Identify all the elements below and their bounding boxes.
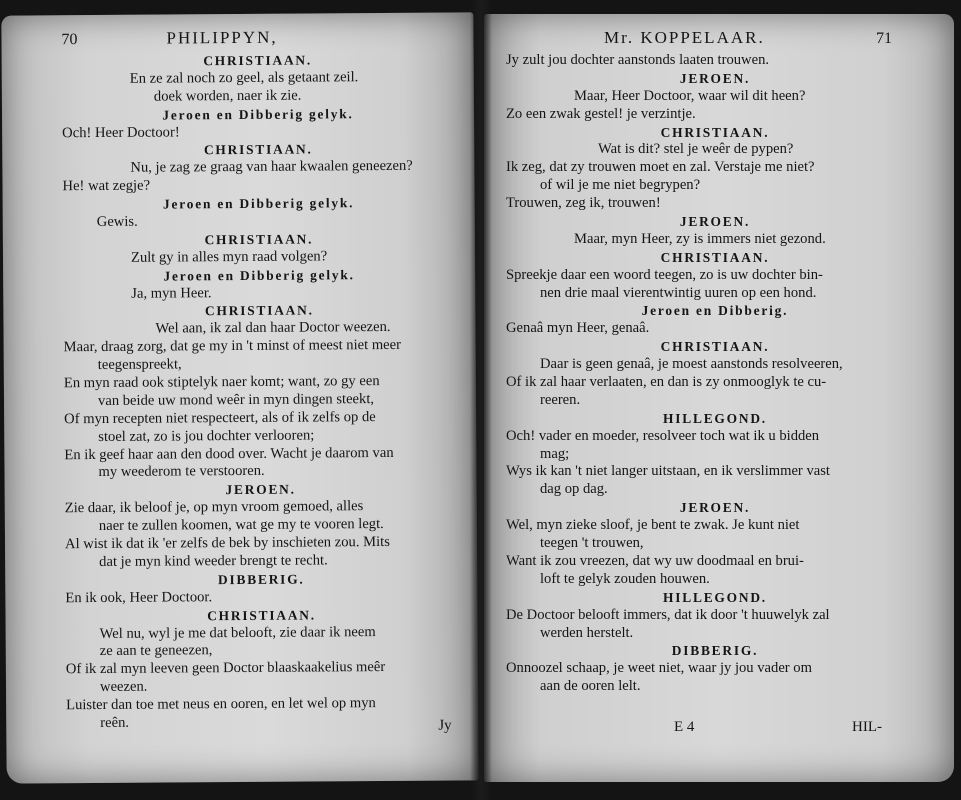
text-line: Of ik zal myn leeven geen Doctor blaaskaakelius meêr bbox=[65, 659, 386, 678]
text-line: Zo een zwak gestel! je verzintje. bbox=[506, 105, 696, 122]
text-line: my weederom te verstooren. bbox=[98, 463, 265, 481]
speaker-name: DIBBERIG. bbox=[217, 571, 305, 587]
text-line: nen drie maal vierentwintig uuren op een hond. bbox=[540, 284, 817, 301]
text-line: Daar is geen genaâ, je moest aanstonds resolveeren, bbox=[540, 356, 843, 373]
text-line: Al wist ik dat ik 'er zelfs de bek by inschieten zou. Mits bbox=[64, 534, 390, 553]
text-line: Wel nu, wyl je me dat belooft, zie daar ik neem bbox=[99, 623, 376, 642]
text-line: Maar, myn Heer, zy is immers niet gezond. bbox=[574, 230, 826, 247]
speaker-name: CHRISTIAAN. bbox=[204, 302, 314, 319]
speaker-name: CHRISTIAAN. bbox=[207, 607, 316, 623]
text-line: teegen 't trouwen, bbox=[540, 535, 644, 552]
text-line: Wys ik kan 't niet langer uitstaan, en ik verslimmer vast bbox=[506, 463, 830, 480]
text-line: doek worden, naer ik zie. bbox=[153, 87, 302, 105]
speaker-name: Jeroen en Dibberig gelyk. bbox=[163, 266, 355, 284]
text-line: dat je myn kind weeder brengt te recht. bbox=[99, 552, 328, 570]
speaker-name: CHRISTIAAN. bbox=[660, 249, 770, 265]
text-line: weezen. bbox=[99, 678, 148, 696]
text-line: Gewis. bbox=[96, 213, 138, 231]
speaker-name: JEROEN. bbox=[225, 481, 296, 498]
text-line: Zult gy in alles myn raad volgen? bbox=[130, 248, 328, 266]
speaker-name: CHRISTIAAN. bbox=[203, 141, 313, 158]
speaker-name: CHRISTIAAN. bbox=[660, 124, 770, 140]
text-line: stoel zat, zo is jou dochter verlooren; bbox=[98, 427, 315, 445]
speaker-name: Jeroen en Dibberig gelyk. bbox=[162, 195, 355, 212]
page-number-right: 71 bbox=[876, 30, 892, 47]
text-line: Zie daar, ik beloof je, op myn vroom gemoed, alles bbox=[64, 498, 364, 517]
text-line: loft te gelyk zouden houwen. bbox=[540, 570, 710, 587]
text-line: Of ik zal haar verlaaten, en dan is zy onmooglyk te cu- bbox=[506, 374, 827, 391]
catchword-right: HIL- bbox=[852, 719, 882, 735]
speaker-name: HILLEGOND. bbox=[663, 589, 767, 605]
text-line: Wel, myn zieke sloof, je bent te zwak. Je kunt niet bbox=[506, 517, 800, 534]
text-line: En ze zal noch zo geel, als getaant zeil. bbox=[129, 69, 359, 87]
text-line: Maar, Heer Doctoor, waar wil dit heen? bbox=[574, 87, 806, 104]
text-line: En ik ook, Heer Doctoor. bbox=[65, 588, 213, 606]
running-head-right: Mr. KOPPELAAR. bbox=[604, 28, 765, 47]
speaker-name: JEROEN. bbox=[679, 70, 751, 86]
text-line: En ik geef haar aan den dood over. Wacht je daarom van bbox=[64, 444, 394, 463]
speaker-name: Jeroen en Dibberig. bbox=[641, 303, 789, 319]
text-line: Luister dan toe met neus en ooren, en let wel op myn bbox=[66, 695, 376, 714]
speaker-name: Jeroen en Dibberig gelyk. bbox=[162, 105, 354, 123]
text-line: werden herstelt. bbox=[540, 624, 634, 641]
text-line: Genaâ myn Heer, genaâ. bbox=[506, 320, 650, 337]
text-line: naer te zullen koomen, wat ge my te vooren legt. bbox=[98, 516, 384, 535]
text-line: Trouwen, zeg ik, trouwen! bbox=[506, 195, 661, 212]
text-line: Ik zeg, dat zy trouwen moet en zal. Verstaje me niet? bbox=[506, 159, 815, 176]
text-line: Wat is dit? stel je weêr de pypen? bbox=[598, 141, 794, 158]
text-line: Jy zult jou dochter aanstonds laaten trouwen. bbox=[506, 52, 770, 68]
speaker-name: CHRISTIAAN. bbox=[660, 339, 770, 355]
book-spine bbox=[470, 0, 492, 800]
text-line: He! wat zegje? bbox=[62, 177, 151, 195]
text-line: mag; bbox=[540, 445, 570, 462]
text-line: Maar, draag zorg, dat ge my in 't minst of meest niet meer bbox=[63, 337, 402, 356]
left-page bbox=[1, 12, 478, 783]
text-line: Want ik zou vreezen, dat wy uw doodmaal en brui- bbox=[506, 552, 804, 569]
text-line: Onnoozel schaap, je weet niet, waar jy jou vader om bbox=[506, 660, 812, 677]
right-page bbox=[484, 14, 954, 782]
signature-mark: E 4 bbox=[674, 719, 695, 735]
text-line: of wil je me niet begrypen? bbox=[540, 177, 701, 194]
left-page-text bbox=[62, 51, 459, 734]
right-page-text bbox=[506, 52, 924, 696]
text-line: Spreekje daar een woord teegen, zo is uw dochter bin- bbox=[506, 266, 823, 283]
text-line: reên. bbox=[100, 714, 130, 731]
catchword-left: Jy bbox=[438, 717, 452, 734]
speaker-name: JEROEN. bbox=[679, 214, 751, 230]
text-line: aan de ooren lelt. bbox=[540, 678, 641, 695]
text-line: dag op dag. bbox=[540, 481, 608, 498]
text-line: teegenspreekt, bbox=[97, 356, 182, 374]
text-line: Och! vader en moeder, resolveer toch wat ik u bidden bbox=[506, 427, 820, 444]
text-line: Of myn recepten niet respecteert, als of ik zelfs op de bbox=[64, 408, 376, 428]
text-line: reeren. bbox=[540, 391, 581, 408]
running-head-left: PHILIPPYN, bbox=[166, 27, 278, 48]
text-line: En myn raad ook stiptelyk naer komt; want, zo gy een bbox=[63, 373, 380, 392]
text-line: Nu, je zag ze graag van haar kwaalen geneezen? bbox=[130, 158, 413, 177]
speaker-name: CHRISTIAAN. bbox=[203, 52, 313, 69]
text-line: Ja, myn Heer. bbox=[131, 284, 212, 302]
speaker-name: HILLEGOND. bbox=[663, 410, 767, 426]
page-number-left: 70 bbox=[61, 31, 78, 49]
text-line: De Doctoor belooft immers, dat ik door 't huuwelyk zal bbox=[506, 606, 830, 623]
text-line: Och! Heer Doctoor! bbox=[62, 123, 180, 141]
speaker-name: DIBBERIG. bbox=[671, 643, 759, 659]
text-line: ze aan te geneezen, bbox=[99, 642, 213, 660]
speaker-name: JEROEN. bbox=[679, 500, 751, 516]
text-line: Wel aan, ik zal dan haar Doctor weezen. bbox=[155, 319, 391, 337]
speaker-name: CHRISTIAAN. bbox=[204, 231, 314, 248]
text-line: van beide uw mond weêr in myn dingen steekt, bbox=[97, 390, 375, 409]
